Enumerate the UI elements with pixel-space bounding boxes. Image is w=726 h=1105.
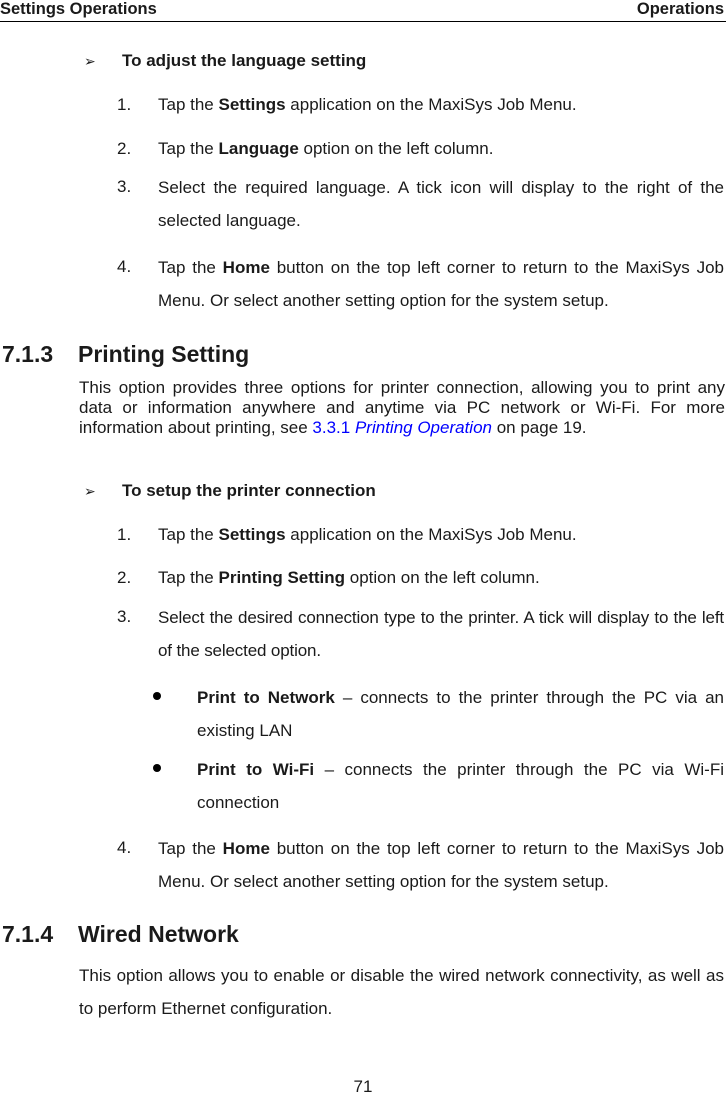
procedure-title-printer: To setup the printer connection bbox=[122, 481, 376, 500]
step-number: 1. bbox=[117, 525, 132, 544]
step-number: 4. bbox=[117, 257, 132, 276]
section-number: 7.1.3 bbox=[2, 341, 54, 367]
step-number: 2. bbox=[117, 139, 132, 158]
step-text: Tap the Settings application on the MaxiSys Job Menu. bbox=[158, 95, 577, 114]
step-text: Tap the Home button on the top left corner to return to the MaxiSys Job Menu. Or select another setting option for the system setup. bbox=[158, 839, 724, 891]
page-number: 71 bbox=[353, 1077, 373, 1096]
header-chapter-title: Settings Operations bbox=[0, 0, 157, 18]
section-heading-7-1-4 bbox=[2, 921, 239, 947]
step-text: Tap the Printing Setting option on the left column. bbox=[158, 568, 540, 587]
section-heading-7-1-3 bbox=[2, 341, 249, 367]
arrow-bullet-icon: ➢ bbox=[84, 483, 96, 499]
step-text: Tap the Language option on the left column. bbox=[158, 139, 494, 158]
bullet-item: Print to Network – connects to the printer through the PC via an existing LAN bbox=[197, 688, 724, 740]
procedure-title-language: To adjust the language setting bbox=[122, 51, 367, 70]
step-number: 1. bbox=[117, 95, 132, 114]
arrow-bullet-icon: ➢ bbox=[84, 53, 96, 69]
step-text: Tap the Home button on the top left corner to return to the MaxiSys Job Menu. Or select another setting option for the system setup. bbox=[158, 258, 724, 310]
step-text: Select the required language. A tick icon will display to the right of the selected language. bbox=[158, 178, 724, 230]
step-number: 4. bbox=[117, 838, 132, 857]
header-section-title: Operations bbox=[636, 0, 724, 18]
section-title: Wired Network bbox=[78, 921, 239, 947]
section-title: Printing Setting bbox=[78, 341, 250, 367]
section-intro-paragraph: This option provides three options for printer connection, allowing you to print any data or information anywhere and anytime via PC network or Wi-Fi. For more information about printing, see 3.3.1 Printing Operation on page 19. bbox=[79, 378, 725, 437]
bullet-dot-icon bbox=[153, 764, 161, 772]
step-text: Select the desired connection type to the printer. A tick will display to the left of the selected option. bbox=[158, 608, 724, 660]
section-intro-paragraph: This option allows you to enable or disable the wired network connectivity, as well as to perform Ethernet configuration. bbox=[79, 966, 724, 1018]
running-header bbox=[0, 0, 726, 22]
step-number: 3. bbox=[117, 607, 132, 626]
step-text: Tap the Settings application on the MaxiSys Job Menu. bbox=[158, 525, 577, 544]
cross-reference-link[interactable]: 3.3.1 Printing Operation bbox=[312, 418, 492, 437]
step-number: 2. bbox=[117, 568, 132, 587]
bullet-dot-icon bbox=[153, 692, 161, 700]
bullet-item: Print to Wi-Fi – connects the printer through the PC via Wi-Fi connection bbox=[197, 760, 724, 812]
step-number: 3. bbox=[117, 177, 132, 196]
section-number: 7.1.4 bbox=[2, 921, 54, 947]
